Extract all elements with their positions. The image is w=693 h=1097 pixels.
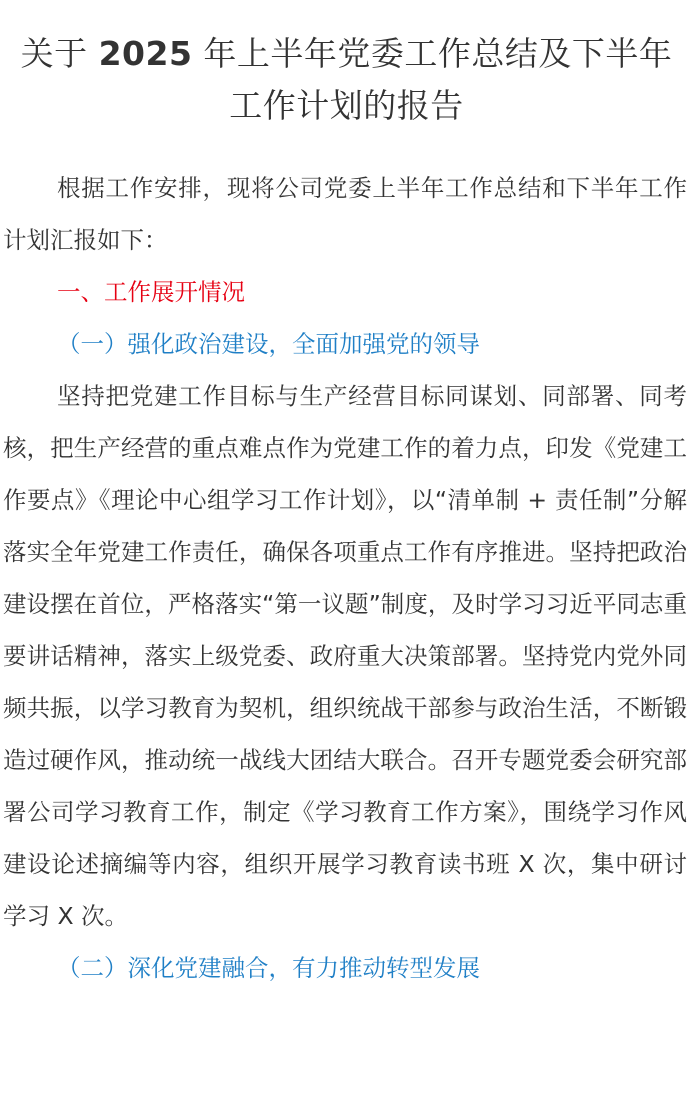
section-heading: 一、工作展开情况: [57, 278, 245, 306]
title-line2: 工作计划的报告: [229, 86, 464, 125]
subsection-heading-2: （二）深化党建融合，有力推动转型发展: [57, 954, 480, 982]
document: [0, 28, 693, 994]
title-prefix: 关于: [20, 34, 88, 73]
subsection-heading-1: （一）强化政治建设，全面加强党的领导: [57, 330, 480, 358]
document-title: [0, 28, 693, 132]
intro-paragraph: 根据工作安排，现将公司党委上半年工作总结和下半年工作计划汇报如下：: [3, 174, 687, 254]
title-line1-rest: 年上半年党委工作总结及下半年: [203, 34, 673, 73]
title-year: 2025: [98, 34, 193, 73]
body-paragraph: 坚持把党建工作目标与生产经营目标同谋划、同部署、同考核，把生产经营的重点难点作为党建工作的着力点，印发《党建工作要点》《理论中心组学习工作计划》，以“清单制 + 责任制”分解落实全年党建工作责任，确保各项重点工作有序推进。坚持把政治建设摆在首位，严格落实“第一议题”制度，及时学习习近平同志重要讲话精神，落实上级党委、政府重大决策部署。坚持党内党外同频共振，以学习教育为契机，组织统战干部参与政治生活，不断锻造过硬作风，推动统一战线大团结大联合。召开专题党委会研究部署公司学习教育工作，制定《学习教育工作方案》，围绕学习作风建设论述摘编等内容，组织开展学习教育读书班 X 次，集中研讨学习 X 次。: [3, 382, 687, 930]
